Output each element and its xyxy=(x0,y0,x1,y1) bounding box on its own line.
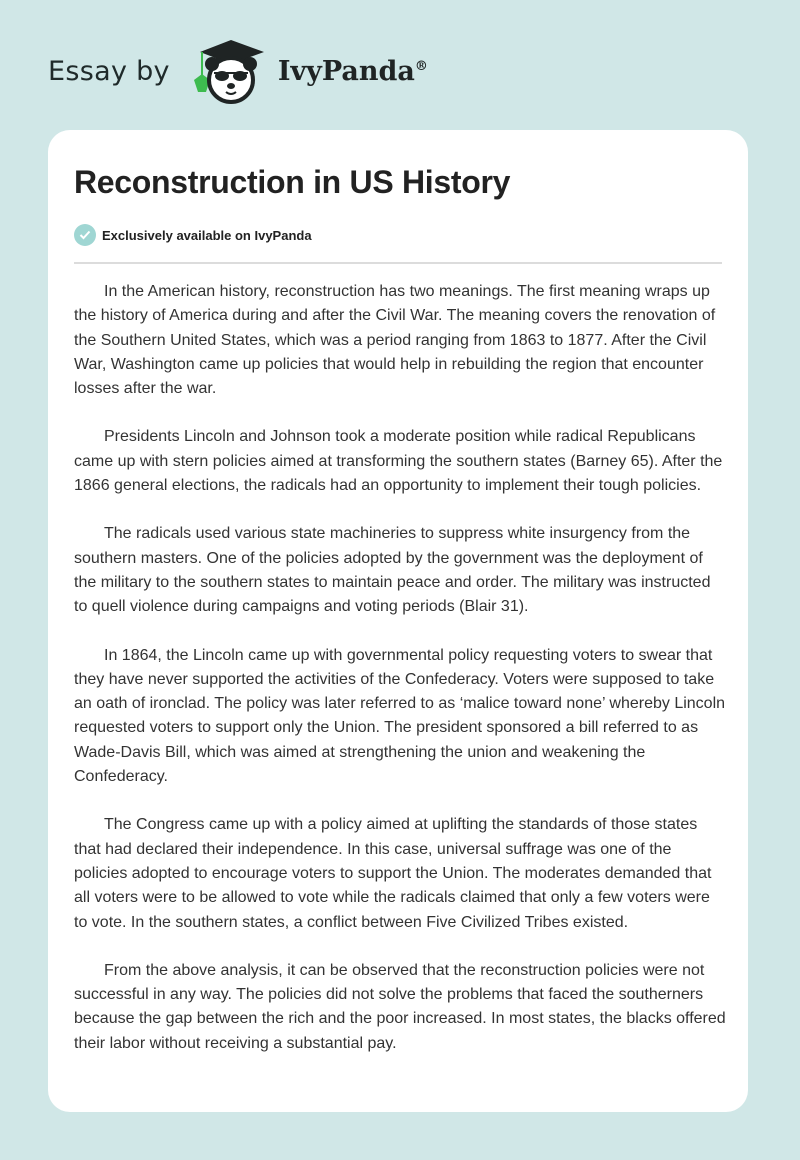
paragraph: From the above analysis, it can be observed that the reconstruction policies were not successful in any way. The policies did not solve the problems that faced the southerners because the gap between the rich and the poor increased. In most states, the blacks offered their labor without receiving a substantial pay. xyxy=(74,961,726,1052)
paragraph: The Congress came up with a policy aimed at uplifting the standards of those states that had declared their independence. In this case, universal suffrage was one of the policies adopted to encourage voters to support the Union. The moderates demanded that all voters were to be allowed to vote while the radicals claimed that only a few voters were to vote. In the southern states, a conflict between Five Civilized Tribes existed. xyxy=(74,816,712,931)
badge-text: Exclusively available on IvyPanda xyxy=(102,227,312,243)
exclusive-badge xyxy=(74,224,312,246)
essay-card xyxy=(48,130,748,1112)
paragraph: In 1864, the Lincoln came up with governmental policy requesting voters to swear that they have never supported the activities of the Confederacy. Voters were supposed to take an oath of ironclad. The policy was later referred to as ‘malice toward none’ whereby Lincoln requested voters to support only the Union. The president sponsored a bill referred to as Wade-Davis Bill, which was aimed at strengthening the union and weakening the Confederacy. xyxy=(74,646,726,786)
paragraph: Presidents Lincoln and Johnson took a moderate position while radical Republicans came up with stern policies aimed at transforming the southern states (Barney 65). After the 1866 general elections, the radicals had an opportunity to implement their tough policies. xyxy=(74,428,723,495)
essay-by-label: Essay by xyxy=(48,55,170,87)
ivypanda-logo-icon[interactable] xyxy=(188,36,274,106)
page-title: Reconstruction in US History xyxy=(74,164,511,200)
paragraph: The radicals used various state machineries to suppress white insurgency from the southern masters. One of the policies adopted by the government was the deployment of the military to the southern states to maintain peace and order. The military was instructed to quell violence during campaigns and voting periods (Blair 31). xyxy=(74,525,711,616)
essay-body xyxy=(74,280,726,1080)
check-icon xyxy=(74,224,96,246)
paragraph: In the American history, reconstruction has two meanings. The first meaning wraps up the history of America during and after the Civil War. The meaning covers the renovation of the Southern United States, which was a period ranging from 1863 to 1877. After the Civil War, Washington came up policies that would help in rebuilding the region that encounter losses after the war. xyxy=(74,283,716,398)
brand-name: IvyPanda® xyxy=(277,55,428,87)
site-header xyxy=(48,36,428,106)
divider xyxy=(74,262,722,264)
